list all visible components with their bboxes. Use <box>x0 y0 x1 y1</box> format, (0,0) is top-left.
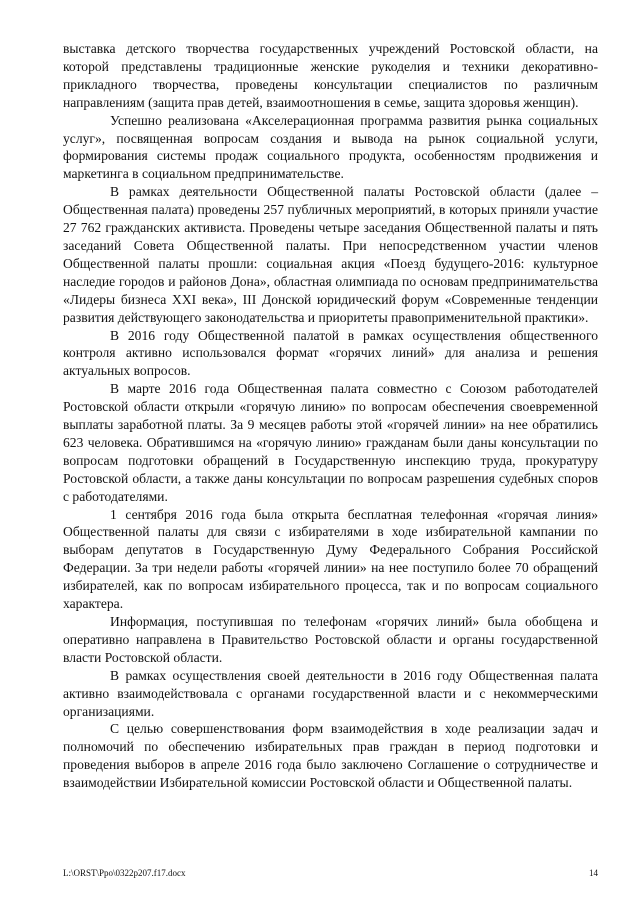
paragraph: В рамках деятельности Общественной палаты Ростовской области (далее – Общественная палата) проведены 257 публичных мероприятий, в которых приняли участие 27 762 гражданских активиста. Проведены четыре заседания Общественной палаты и пять заседаний Совета Общественной палаты. При непосредственном участии членов Общественной палаты прошли: социальная акция «Поезд будущего-2016: культурное наследие городов и районов Дона», областная олимпиада по основам предпринимательства «Лидеры бизнеса XXI века», III Донской юридический форум «Современные тенденции развития действующего законодательства и приоритеты правоприменительной практики». <box>63 184 598 325</box>
paragraph: 1 сентября 2016 года была открыта бесплатная телефонная «горячая линия» Общественной палаты для связи с избирателями в ходе избирательной кампании по выборам депутатов в Государственную Думу Федерального Собрания Российской Федерации. За три недели работы «горячей линии» на нее поступило более 70 обращений избирателей, как по вопросам избирательного процесса, так и по вопросам социального характера. <box>63 506 598 612</box>
paragraph: В марте 2016 года Общественная палата совместно с Союзом работодателей Ростовской области открыли «горячую линию» по вопросам обеспечения своевременной выплаты заработной платы. За 9 месяцев работы этой «горячей линии» на нее обратились 623 человека. Обратившимся на «горячую линию» гражданам были даны консультации по вопросам подготовки обращений в Государственную инспекцию труда, прокуратуру Ростовской области, а также даны консультации по вопросам разрешения судебных споров с работодателями. <box>63 381 598 504</box>
document-body <box>63 40 598 792</box>
paragraph: С целью совершенствования форм взаимодействия в ходе реализации задач и полномочий по обеспечению избирательных прав граждан в период подготовки и проведения выборов в апреле 2016 года было заключено Соглашение о сотрудничестве и взаимодействии Избирательной комиссии Ростовской области и Общественной палаты. <box>63 721 598 791</box>
paragraph: В рамках осуществления своей деятельности в 2016 году Общественная палата активно взаимодействовала с органами государственной власти и с некоммерческими организациями. <box>63 667 598 719</box>
paragraph: выставка детского творчества государственных учреждений Ростовской области, на которой представлены традиционные женские рукоделия и техники декоративно-прикладного творчества, проведены консультации специалистов по различным направлениям (защита прав детей, взаимоотношения в семье, защита здоровья женщин). <box>63 41 598 110</box>
paragraph: В 2016 году Общественной палатой в рамках осуществления общественного контроля активно использовался формат «горячих линий» для анализа и решения актуальных вопросов. <box>63 327 598 379</box>
footer-file-path: L:\ORST\Ppo\0322p207.f17.docx <box>63 868 186 878</box>
paragraph: Информация, поступившая по телефонам «горячих линий» была обобщена и оперативно направлена в Правительство Ростовской области и органы государственной власти Ростовской области. <box>63 614 598 665</box>
page-footer <box>63 868 598 880</box>
page-number: 14 <box>589 868 598 878</box>
paragraph: Успешно реализована «Акселерационная программа развития рынка социальных услуг», посвященная вопросам создания и вывода на рынок социальной услуги, формирования системы продаж социального продукта, особенностям продвижения и маркетинга в социальном предпринимательстве. <box>63 112 598 182</box>
